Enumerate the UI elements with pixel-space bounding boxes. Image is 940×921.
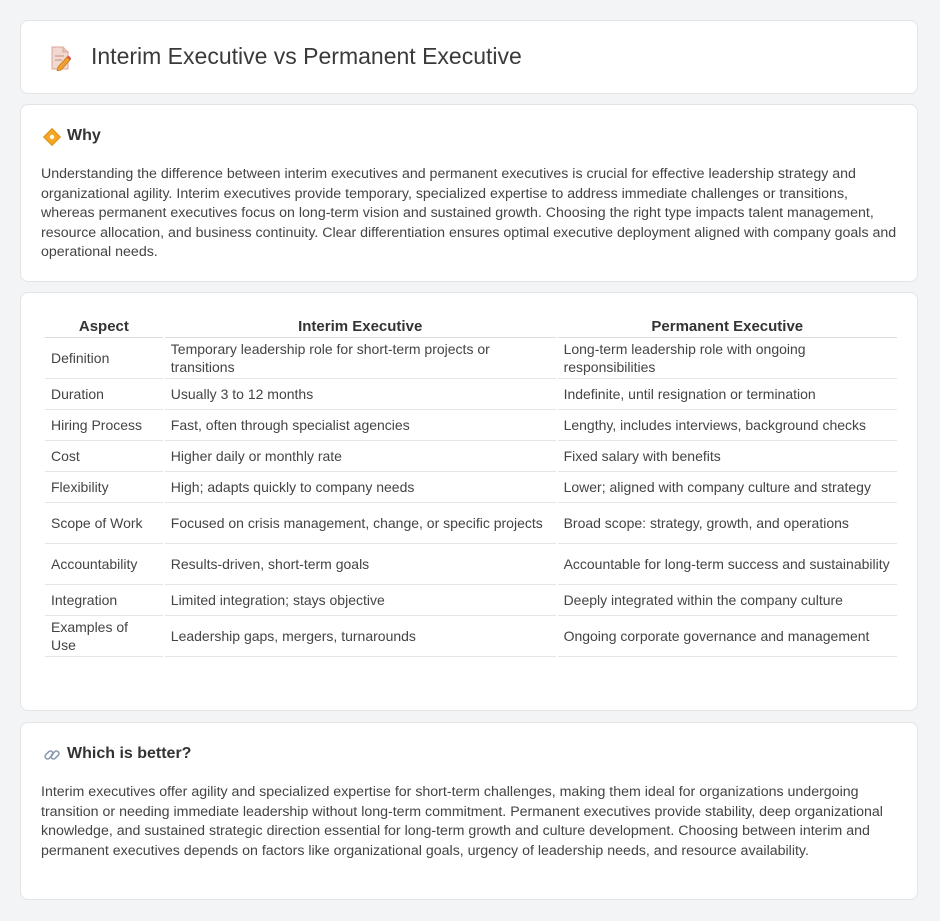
why-section [20,104,918,282]
cell-permanent: Broad scope: strategy, growth, and operations [558,503,897,544]
table-row [45,338,897,379]
column-header-interim: Interim Executive [165,313,556,338]
cell-permanent: Lower; aligned with company culture and strategy [558,472,897,503]
why-heading: Why [67,127,101,144]
cell-aspect: Integration [45,585,163,616]
table-row [45,503,897,544]
why-text: Understanding the difference between interim executives and permanent executives is crucial for effective leadership strategy and organizational agility. Interim executives provide temporary, specialized expertise to address immediate challenges or transitions, whereas permanent executives focus on long-term vision and sustained growth. Choosing the right type impacts talent management, resource allocation, and business continuity. Clear differentiation ensures optimal executive deployment aligned with company goals and operational needs. [41,166,897,261]
cell-interim: Limited integration; stays objective [165,585,556,616]
diamond-sign-icon [43,128,61,146]
column-header-aspect: Aspect [45,313,163,338]
which-is-better-heading: Which is better? [67,745,192,762]
comparison-card [20,292,918,711]
cell-aspect: Scope of Work [45,503,163,544]
page-title: Interim Executive vs Permanent Executive [91,43,522,69]
cell-interim: Higher daily or monthly rate [165,441,556,472]
table-row [45,544,897,585]
document-pencil-icon [49,45,71,71]
table-row [45,410,897,441]
cell-aspect: Cost [45,441,163,472]
cell-interim: Leadership gaps, mergers, turnarounds [165,616,556,657]
table-header-row [45,313,897,338]
title-card [20,20,918,94]
cell-aspect: Duration [45,379,163,410]
cell-aspect: Examples of Use [45,616,163,657]
cell-interim: High; adapts quickly to company needs [165,472,556,503]
which-is-better-text: Interim executives offer agility and specialized expertise for short-term challenges, making them ideal for organizations undergoing transition or needing immediate leadership without long-term commitment. Permanent executives provide stability, deep organizational knowledge, and sustained strategic direction essential for long-term growth and culture development. Choosing between interim and permanent executives depends on factors like organizational goals, urgency of leadership needs, and resource availability. [41,784,883,859]
table-row [45,441,897,472]
table-row [45,472,897,503]
cell-permanent: Fixed salary with benefits [558,441,897,472]
comparison-table [43,313,899,657]
table-row [45,616,897,657]
cell-permanent: Lengthy, includes interviews, background checks [558,410,897,441]
which-is-better-section [20,722,918,900]
cell-permanent: Long-term leadership role with ongoing responsibilities [558,338,897,379]
table-row [45,379,897,410]
cell-aspect: Flexibility [45,472,163,503]
cell-permanent: Deeply integrated within the company culture [558,585,897,616]
cell-interim: Temporary leadership role for short-term projects or transitions [165,338,556,379]
cell-interim: Results-driven, short-term goals [165,544,556,585]
cell-aspect: Hiring Process [45,410,163,441]
cell-permanent: Ongoing corporate governance and management [558,616,897,657]
link-icon [43,746,61,764]
cell-interim: Fast, often through specialist agencies [165,410,556,441]
cell-aspect: Definition [45,338,163,379]
cell-interim: Focused on crisis management, change, or specific projects [165,503,556,544]
cell-aspect: Accountability [45,544,163,585]
cell-permanent: Indefinite, until resignation or termination [558,379,897,410]
column-header-permanent: Permanent Executive [558,313,897,338]
cell-interim: Usually 3 to 12 months [165,379,556,410]
cell-permanent: Accountable for long-term success and sustainability [558,544,897,585]
table-row [45,585,897,616]
